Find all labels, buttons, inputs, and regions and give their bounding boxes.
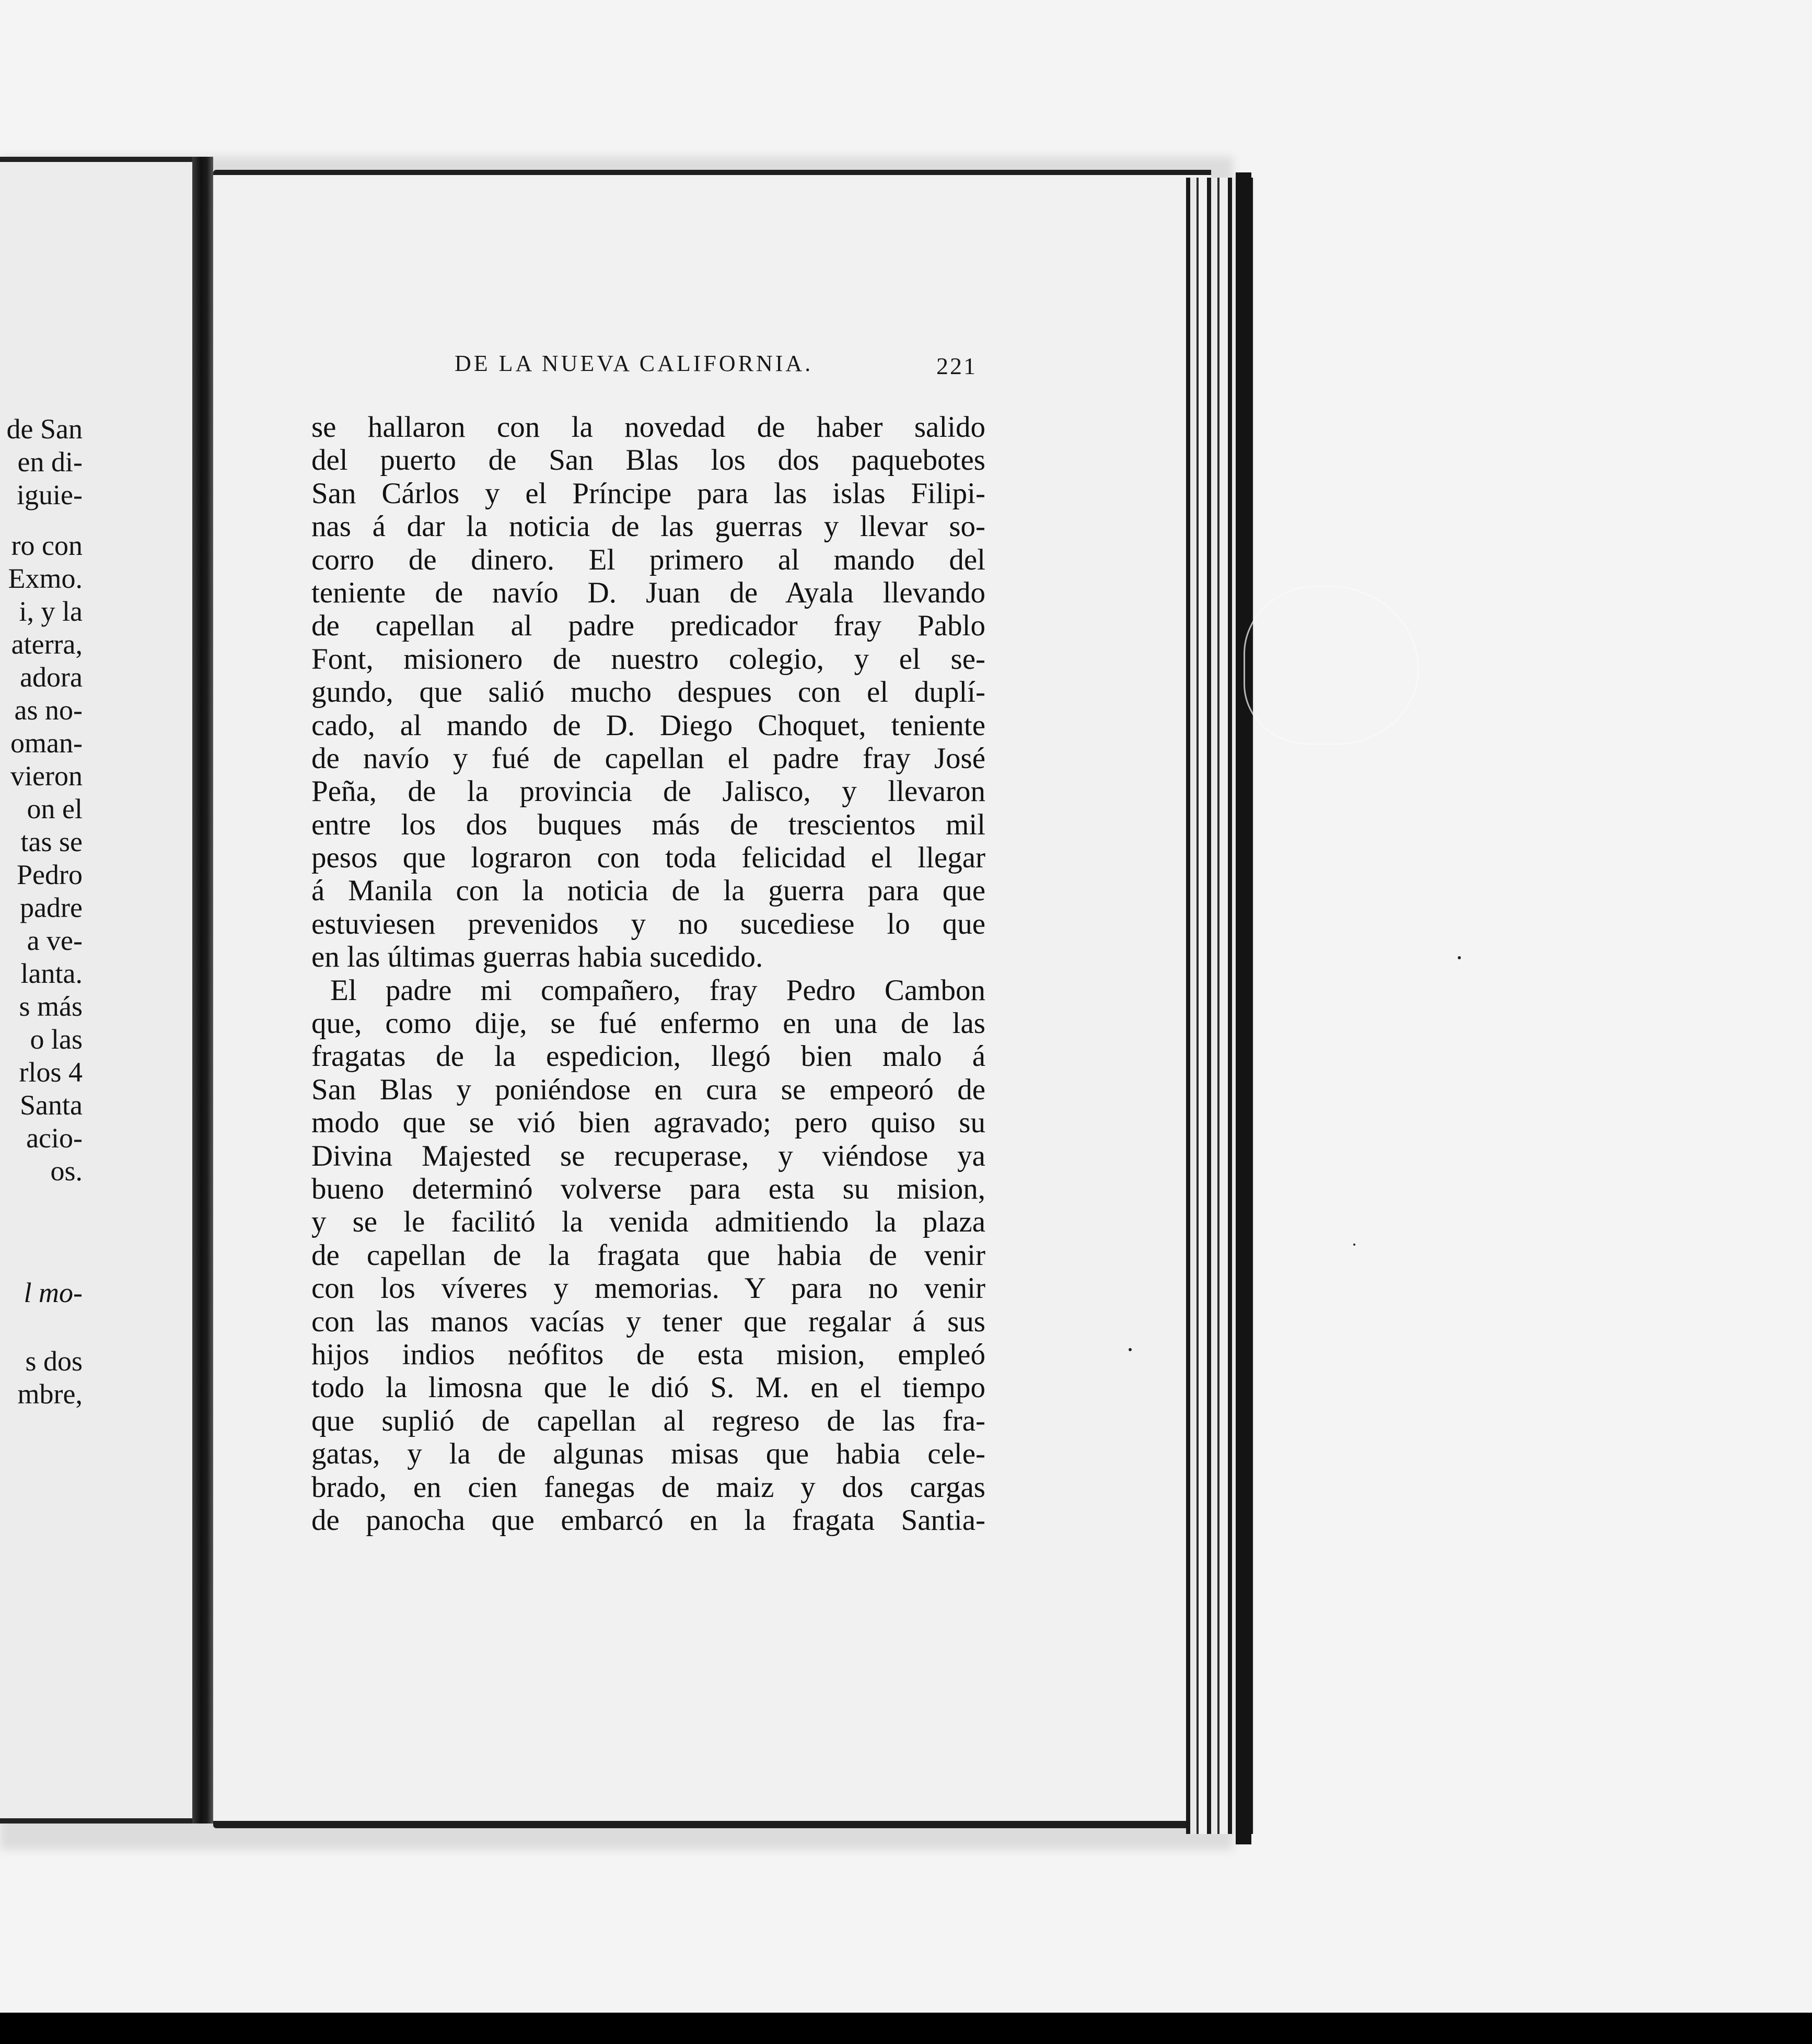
text-line: cado, al mando de D. Diego Choquet, teniente — [311, 709, 985, 742]
left-page-line — [0, 1309, 192, 1327]
left-page-line: lanta. — [20, 958, 83, 989]
left-page-line — [0, 1205, 192, 1223]
text-line: Peña, de la provincia de Jalisco, y llevaron — [311, 775, 985, 808]
left-page-line: Exmo. — [8, 563, 83, 594]
text-line: de capellan al padre predicador fray Pablo — [311, 609, 985, 643]
text-line: todo la limosna que le dió S. M. en el tiempo — [311, 1371, 985, 1404]
left-page-line: os. — [50, 1155, 83, 1187]
text-line: Divina Majested se recuperase, y viéndose ya — [311, 1139, 985, 1172]
left-page-line: padre — [20, 892, 83, 923]
text-line: de capellan de la fragata que habia de venir — [311, 1238, 985, 1272]
text-line: gatas, y la de algunas misas que habia cele- — [311, 1437, 985, 1471]
text-line: entre los dos buques más de trescientos mil — [311, 808, 985, 841]
left-page-line: o las — [30, 1024, 83, 1055]
text-line: San Cárlos y el Príncipe para las islas Filipi- — [311, 477, 985, 510]
left-page-line: rlos 4 — [19, 1056, 83, 1088]
left-page-line: Santa — [20, 1089, 83, 1121]
left-page-line: aterra, — [11, 629, 83, 660]
left-page-line — [0, 1327, 192, 1345]
left-page-line: as no- — [14, 694, 83, 726]
left-page-line: tas se — [20, 826, 83, 857]
text-line: bueno determinó volverse para esta su mision, — [311, 1172, 985, 1205]
text-line: que, como dije, se fué enfermo en una de las — [311, 1007, 985, 1040]
left-page-line: mbre, — [17, 1378, 83, 1410]
text-line: se hallaron con la novedad de haber salido — [311, 411, 985, 444]
left-page-line: s más — [19, 991, 83, 1022]
scan-speck — [1129, 1348, 1132, 1351]
left-page-line: iguie- — [17, 479, 83, 510]
text-line: fragatas de la espedicion, llegó bien malo á — [311, 1040, 985, 1073]
text-line: brado, en cien fanegas de maiz y dos cargas — [311, 1470, 985, 1504]
text-line: que suplió de capellan al regreso de las fra- — [311, 1404, 985, 1437]
text-line: gundo, que salió mucho despues con el duplí- — [311, 676, 985, 709]
text-line: con las manos vacías y tener que regalar á sus — [311, 1305, 985, 1338]
scan-artifact-fiber — [1244, 585, 1419, 745]
left-page-line: on el — [27, 793, 83, 824]
left-page-line — [0, 1259, 192, 1276]
left-page — [0, 157, 192, 1824]
left-page-line: en di- — [17, 446, 83, 478]
back-cover-edge — [1236, 172, 1251, 1844]
text-line: pesos que lograron con toda felicidad el llegar — [311, 841, 985, 875]
left-page-line: s dos — [25, 1345, 83, 1377]
left-page-line: vieron — [10, 760, 83, 792]
text-line: El padre mi compañero, fray Pedro Cambon — [330, 973, 985, 1007]
left-page-line — [0, 1241, 192, 1259]
text-line: de panocha que embarcó en la fragata Santia- — [311, 1503, 985, 1537]
left-page-line: oman- — [10, 727, 83, 759]
left-page-line: ro con — [11, 530, 83, 561]
text-line: San Blas y poniéndose en cura se empeoró de — [311, 1073, 985, 1106]
left-page-text — [0, 413, 192, 1411]
left-page-line — [0, 512, 192, 529]
text-line: hijos indios neófitos de esta mision, empleó — [311, 1338, 985, 1371]
running-head: DE LA NUEVA CALIFORNIA. — [455, 351, 814, 376]
text-line: Font, misionero de nuestro colegio, y el se- — [311, 642, 985, 676]
text-line: estuviesen prevenidos y no sucediese lo que — [311, 907, 985, 940]
text-line: de navío y fué de capellan el padre fray José — [311, 741, 985, 775]
text-line: y se le facilitó la venida admitiendo la plaza — [311, 1205, 985, 1239]
text-line: en las últimas guerras habia sucedido. — [311, 940, 763, 974]
text-line: á Manila con la noticia de la guerra para que — [311, 874, 985, 908]
left-page-line: a ve- — [27, 925, 83, 956]
scan-border — [0, 2013, 1812, 2044]
left-page-line: acio- — [26, 1122, 83, 1154]
scan-speck — [1353, 1244, 1355, 1246]
text-line: del puerto de San Blas los dos paquebotes — [311, 444, 985, 477]
scan-speck — [1458, 956, 1461, 959]
text-line: teniente de navío D. Juan de Ayala llevando — [311, 576, 985, 609]
left-page-line — [0, 1223, 192, 1241]
text-line: modo que se vió bien agravado; pero quiso su — [311, 1106, 985, 1140]
left-page-line: i, y la — [19, 596, 83, 627]
text-line: corro de dinero. El primero al mando del — [311, 543, 985, 576]
left-page-line — [0, 1188, 192, 1205]
book-spine — [192, 157, 213, 1824]
left-page-line: Pedro — [17, 859, 83, 890]
left-page-line: l mo- — [24, 1277, 83, 1308]
text-line: nas á dar la noticia de las guerras y llevar so- — [311, 510, 985, 543]
left-page-line: adora — [20, 661, 83, 693]
left-page-line: de San — [6, 413, 83, 445]
body-text — [311, 411, 985, 1537]
page-number: 221 — [936, 353, 977, 379]
text-line: con los víveres y memorias. Y para no venir — [311, 1272, 985, 1305]
